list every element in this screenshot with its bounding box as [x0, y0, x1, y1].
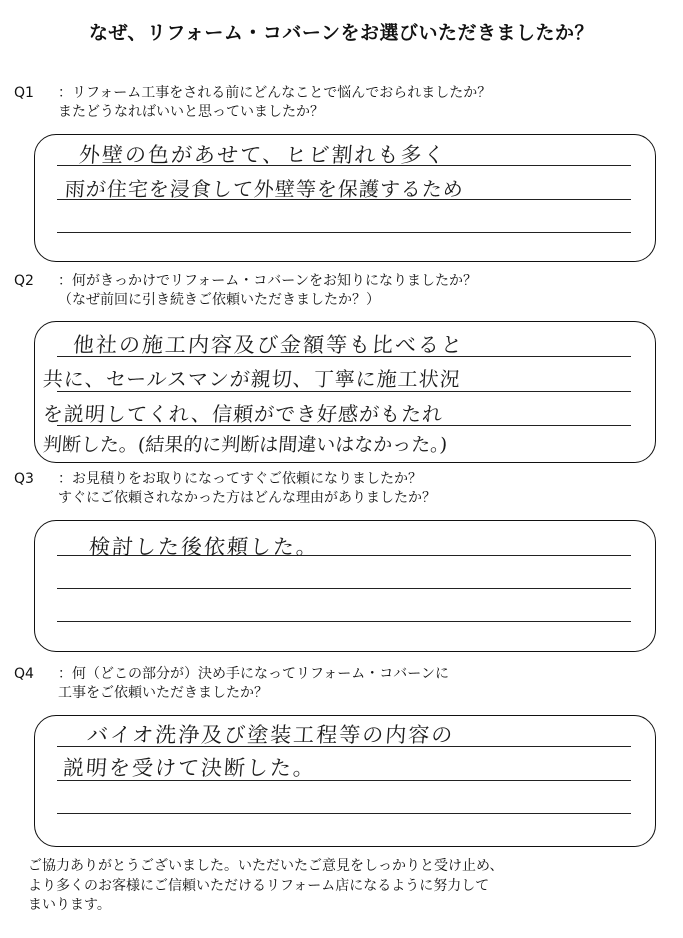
question-text: ：お見積りをお取りになってすぐご依頼になりましたか？ — [58, 471, 422, 487]
question-number: Q3 — [14, 471, 34, 487]
answer-box-4 — [34, 715, 656, 847]
answer-box-3 — [34, 520, 656, 652]
handwritten-answer: バイオ洗浄及び塗装工程等の内容の — [86, 723, 456, 747]
handwritten-answer: 他社の施工内容及び金額等も比べると — [72, 333, 465, 357]
handwritten-answer: 判断した。(結果的に判断は間違いはなかった。) — [42, 434, 448, 456]
ruled-line — [57, 232, 631, 233]
question-text: ：リフォーム工事をされる前にどんなことで悩んでおられましたか？ — [58, 85, 492, 101]
question-text-2: またどうなればいいと思っていましたか？ — [58, 104, 324, 120]
question-number: Q2 — [14, 273, 34, 289]
question-text-2: 工事をご依頼いただきましたか？ — [58, 685, 268, 701]
question-text: ：何がきっかけでリフォーム・コバーンをお知りになりましたか？ — [58, 273, 478, 289]
ruled-line — [57, 813, 631, 814]
question-text: ：何（どこの部分が）決め手になってリフォーム・コバーンに — [58, 666, 450, 682]
question-4 — [14, 665, 449, 703]
handwritten-answer: 説明を受けて決断した。 — [62, 756, 317, 780]
question-text-2: （なぜ前回に引き続きご依頼いただきましたか？） — [58, 292, 380, 308]
handwritten-answer: を説明してくれ、信頼ができ好感がもたれ — [42, 402, 444, 426]
ruled-line — [57, 621, 631, 622]
question-number: Q4 — [14, 666, 34, 682]
closing-line: ご協力ありがとうございました。いただいたご意見をしっかりと受け止め、 — [28, 858, 504, 874]
answer-box-1 — [34, 134, 656, 262]
page-title: なぜ、リフォーム・コバーンをお選びいただきましたか？ — [88, 22, 595, 44]
answer-box-2 — [34, 321, 656, 463]
question-text-2: すぐにご依頼されなかった方はどんな理由がありましたか？ — [58, 490, 436, 506]
question-2 — [14, 272, 477, 310]
handwritten-answer: 共に、セールスマンが親切、丁寧に施工状況 — [42, 367, 462, 391]
handwritten-answer: 外壁の色があせて、ヒビ割れも多く — [78, 143, 448, 167]
closing-line: まいります。 — [28, 897, 111, 913]
handwritten-answer: 雨が住宅を浸食して外壁等を保護するため — [64, 177, 465, 201]
handwritten-answer: 検討した後依頼した。 — [88, 535, 320, 559]
question-1 — [14, 84, 491, 122]
question-3 — [14, 470, 436, 508]
closing-line: より多くのお客様にご信頼いただけるリフォーム店になるように努力して — [28, 877, 490, 894]
question-number: Q1 — [14, 85, 34, 101]
closing-message — [28, 857, 668, 916]
ruled-line — [57, 588, 631, 589]
